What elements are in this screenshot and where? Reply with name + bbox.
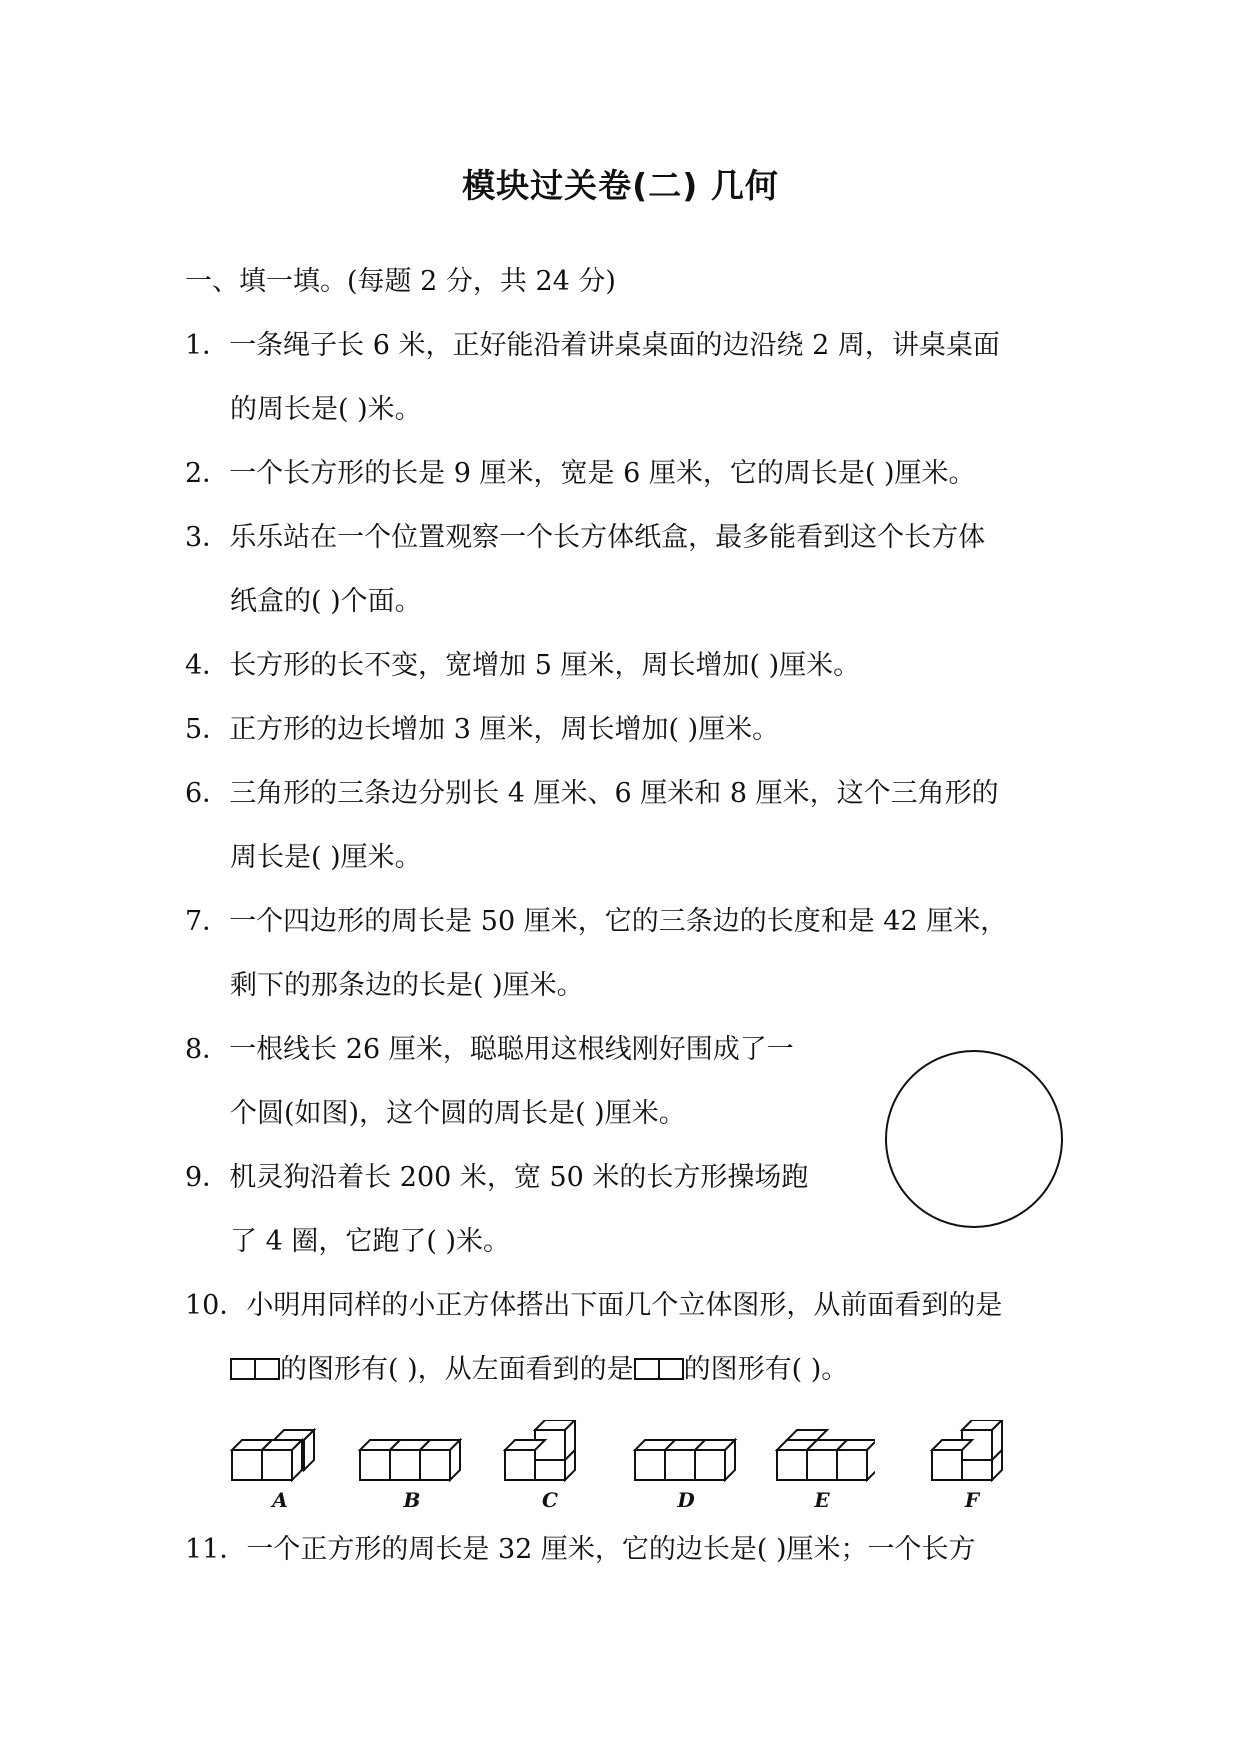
- circle-figure: [885, 1050, 1063, 1228]
- question-text: 一条绳子长 6 米，正好能沿着讲桌桌面的边沿绕 2 周，讲桌桌面: [229, 330, 1000, 361]
- two-squares-icon: [634, 1358, 684, 1380]
- cube-figure-c-icon: [503, 1420, 603, 1490]
- question-8-line2: 个圆(如图)，这个圆的周长是( )厘米。: [230, 1098, 686, 1129]
- question-number: 10．: [185, 1290, 247, 1321]
- question-5: [185, 710, 779, 750]
- question-text: 一个正方形的周长是 32 厘米，它的边长是( )厘米；一个长方: [246, 1534, 976, 1565]
- cube-figure-d-icon: [633, 1420, 743, 1490]
- cube-figures: [230, 1420, 1030, 1510]
- question-number: 7．: [185, 906, 230, 937]
- question-4: [185, 646, 860, 686]
- question-number: 2．: [185, 458, 230, 489]
- figure-label-e: E: [814, 1488, 830, 1512]
- cube-figure-e-icon: [775, 1420, 875, 1490]
- question-text: 的图形有( )。: [683, 1354, 849, 1385]
- question-7: [185, 902, 1007, 942]
- question-text: 的图形有( )，从左面看到的是: [280, 1354, 634, 1385]
- question-9: [185, 1158, 808, 1198]
- question-10: [185, 1286, 1002, 1326]
- question-text: 三角形的三条边分别长 4 厘米、6 厘米和 8 厘米，这个三角形的: [229, 778, 999, 809]
- page-title: 模块过关卷(二) 几何: [462, 166, 779, 205]
- cube-figure-f-icon: [930, 1420, 1020, 1490]
- question-6-line2: 周长是( )厘米。: [230, 842, 422, 873]
- question-number: 9．: [185, 1162, 230, 1193]
- question-text: 一根线长 26 厘米，聪聪用这根线刚好围成了一: [229, 1034, 794, 1065]
- question-text: 小明用同样的小正方体搭出下面几个立体图形，从前面看到的是: [246, 1290, 1003, 1321]
- question-3: [185, 518, 985, 558]
- question-8: [185, 1030, 794, 1070]
- question-1-line2: 的周长是( )米。: [230, 394, 422, 425]
- question-3-line2: 纸盒的( )个面。: [230, 586, 422, 617]
- figure-label-a: A: [272, 1488, 288, 1512]
- question-text: 一个四边形的周长是 50 厘米，它的三条边的长度和是 42 厘米，: [229, 906, 1008, 937]
- question-text: 一个长方形的长是 9 厘米，宽是 6 厘米，它的周长是( )厘米。: [229, 458, 976, 489]
- question-number: 11．: [185, 1534, 247, 1565]
- question-text: 正方形的边长增加 3 厘米，周长增加( )厘米。: [229, 714, 780, 745]
- question-number: 5．: [185, 714, 230, 745]
- question-2: [185, 454, 976, 494]
- question-text: 长方形的长不变，宽增加 5 厘米，周长增加( )厘米。: [229, 650, 861, 681]
- two-squares-icon: [230, 1358, 280, 1380]
- question-number: 8．: [185, 1034, 230, 1065]
- question-1: [185, 326, 1000, 366]
- question-number: 1．: [185, 330, 230, 361]
- cube-figure-a-icon: [230, 1420, 330, 1490]
- figure-label-d: D: [677, 1488, 695, 1512]
- question-text: 乐乐站在一个位置观察一个长方体纸盒，最多能看到这个长方体: [229, 522, 986, 553]
- question-6: [185, 774, 999, 814]
- question-11: [185, 1530, 976, 1570]
- figure-label-f: F: [964, 1488, 980, 1512]
- question-text: 机灵狗沿着长 200 米，宽 50 米的长方形操场跑: [229, 1162, 809, 1193]
- question-number: 3．: [185, 522, 230, 553]
- figure-label-b: B: [403, 1488, 421, 1512]
- question-10-line2: [230, 1350, 848, 1390]
- cube-figure-b-icon: [358, 1420, 468, 1490]
- section-heading: 一、填一填。(每题 2 分，共 24 分): [185, 266, 616, 297]
- question-7-line2: 剩下的那条边的长是( )厘米。: [230, 970, 584, 1001]
- question-number: 6．: [185, 778, 230, 809]
- question-number: 4．: [185, 650, 230, 681]
- figure-label-c: C: [542, 1488, 558, 1512]
- question-9-line2: 了 4 圈，它跑了( )米。: [230, 1226, 510, 1257]
